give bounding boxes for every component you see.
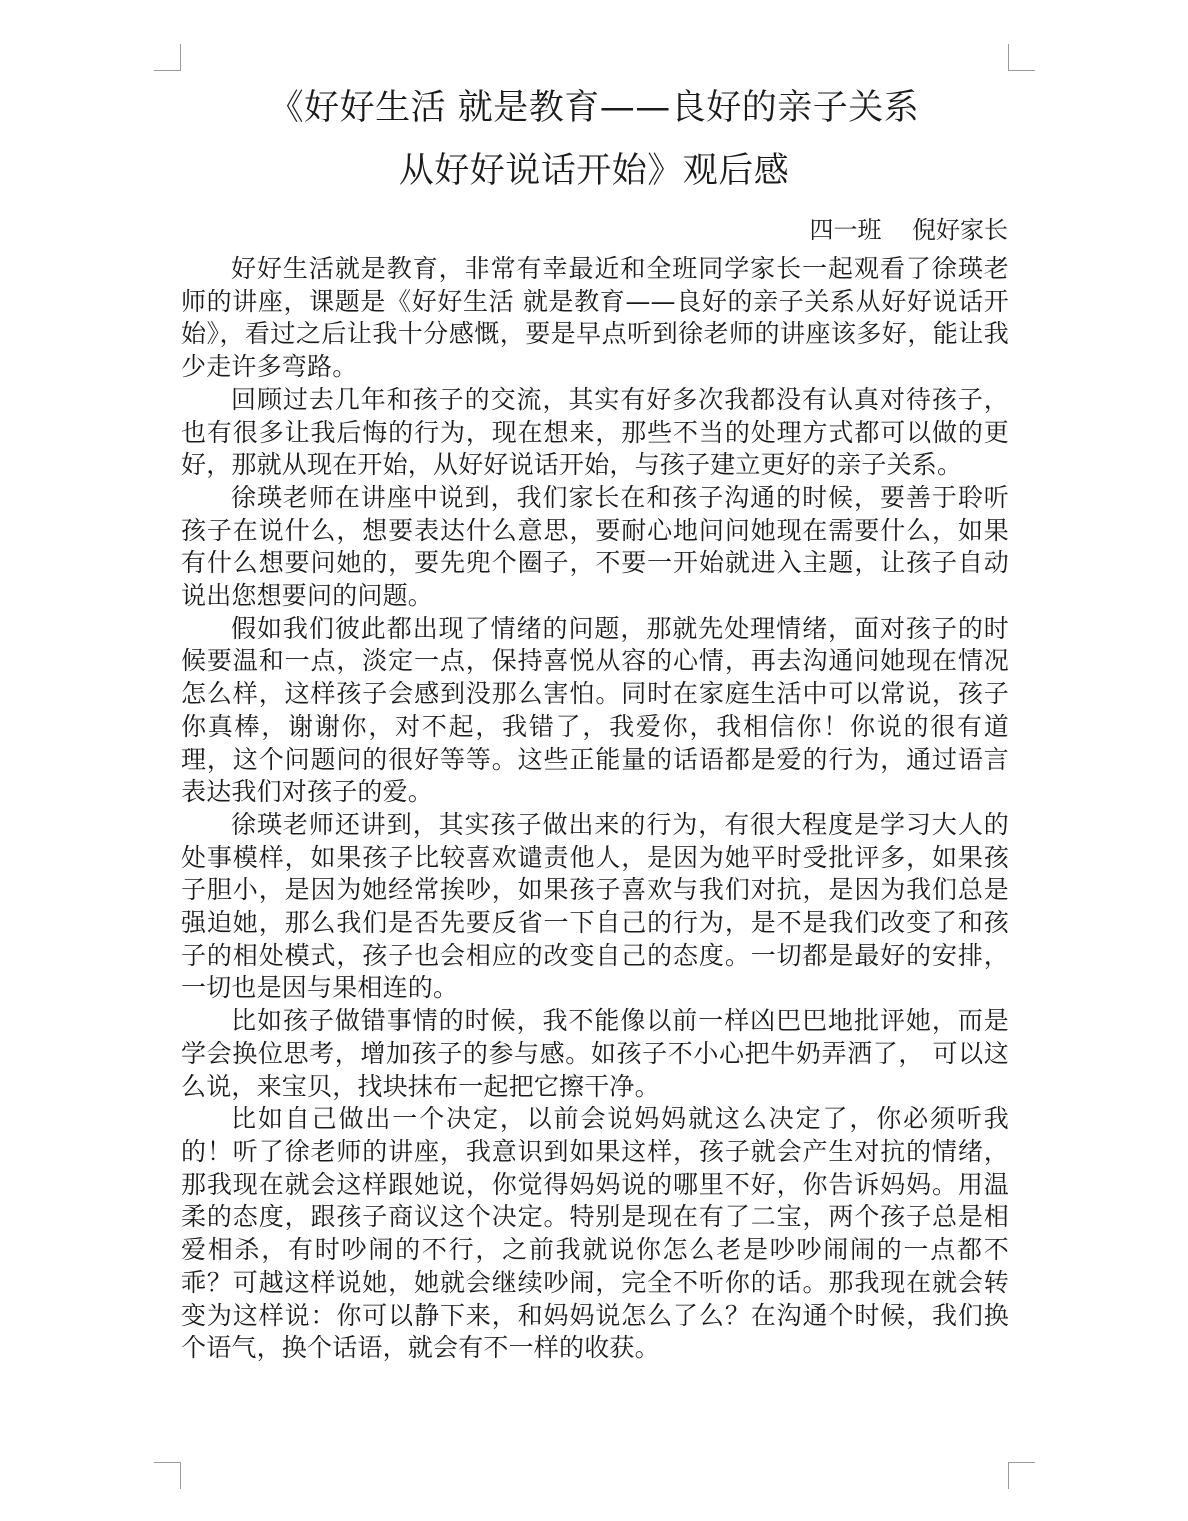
paragraph-1: 好好生活就是教育，非常有幸最近和全班同学家长一起观看了徐瑛老师的讲座，课题是《好好生活 就是教育——良好的亲子关系从好好说话开始》，看过之后让我十分感慨，要是早点听到徐老师的讲座该多好，能让我少走许多弯路。 [181,254,1009,382]
crop-mark-top-left [154,44,181,71]
crop-mark-top-right [1008,44,1035,71]
document-title-line-1: 《好好生活 就是教育——良好的亲子关系 [268,88,920,128]
paragraph-6: 比如孩子做错事情的时候，我不能像以前一样凶巴巴地批评她，而是学会换位思考，增加孩子的参与感。如孩子不小心把牛奶弄洒了， 可以这么说，来宝贝，找块抹布一起把它擦干净。 [181,1006,1009,1101]
crop-mark-bottom-left [154,1462,181,1489]
document-body [181,253,1009,1365]
crop-mark-bottom-right [1008,1462,1035,1489]
paragraph-3: 徐瑛老师在讲座中说到，我们家长在和孩子沟通的时候，要善于聆听孩子在说什么，想要表达什么意思，要耐心地问问她现在需要什么，如果有什么想要问她的，要先兜个圈子，不要一开始就进入主题，让孩子自动说出您想要问的问题。 [181,482,1009,611]
paragraph-2: 回顾过去几年和孩子的交流，其实有好多次我都没有认真对待孩子，也有很多让我后悔的行为，现在想来，那些不当的处理方式都可以做的更好，那就从现在开始，从好好说话开始，与孩子建立更好的亲子关系。 [181,384,1009,480]
paragraph-7: 比如自己做出一个决定，以前会说妈妈就这么决定了，你必须听我的！听了徐老师的讲座，我意识到如果这样，孩子就会产生对抗的情绪，那我现在就会这样跟她说，你觉得妈妈说的哪里不好，你告诉妈妈。用温柔的态度，跟孩子商议这个决定。特别是现在有了二宝，两个孩子总是相爱相杀，有时吵闹的不行，之前我就说你怎么老是吵吵闹闹的一点都不乖？可越这样说她，她就会继续吵闹，完全不听你的话。那我现在就会转变为这样说：你可以静下来，和妈妈说怎么了么？在沟通个时候，我们换个语气，换个话语，就会有不一样的收获。 [181,1104,1009,1363]
paragraph-4: 假如我们彼此都出现了情绪的问题，那就先处理情绪，面对孩子的时候要温和一点，淡定一点，保持喜悦从容的心情，再去沟通问她现在情况怎么样，这样孩子会感到没那么害怕。同时在家庭生活中可以常说，孩子你真棒，谢谢你，对不起，我错了，我爱你，我相信你！你说的很有道理，这个问题问的很好等等。这些正能量的话语都是爱的行为，通过语言表达我们对孩子的爱。 [181,613,1009,807]
author-line: 四一班 倪好家长 [809,216,1008,244]
document-title-line-2: 从好好说话开始》观后感 [398,151,790,191]
paragraph-5: 徐瑛老师还讲到，其实孩子做出来的行为，有很大程度是学习大人的处事模样，如果孩子比较喜欢谴责他人，是因为她平时受批评多，如果孩子胆小，是因为她经常挨吵，如果孩子喜欢与我们对抗，是因为我们总是强迫她，那么我们是否先要反省一下自己的行为，是不是我们改变了和孩子的相处模式，孩子也会相应的改变自己的态度。一切都是最好的安排，一切也是因与果相连的。 [181,809,1009,1003]
